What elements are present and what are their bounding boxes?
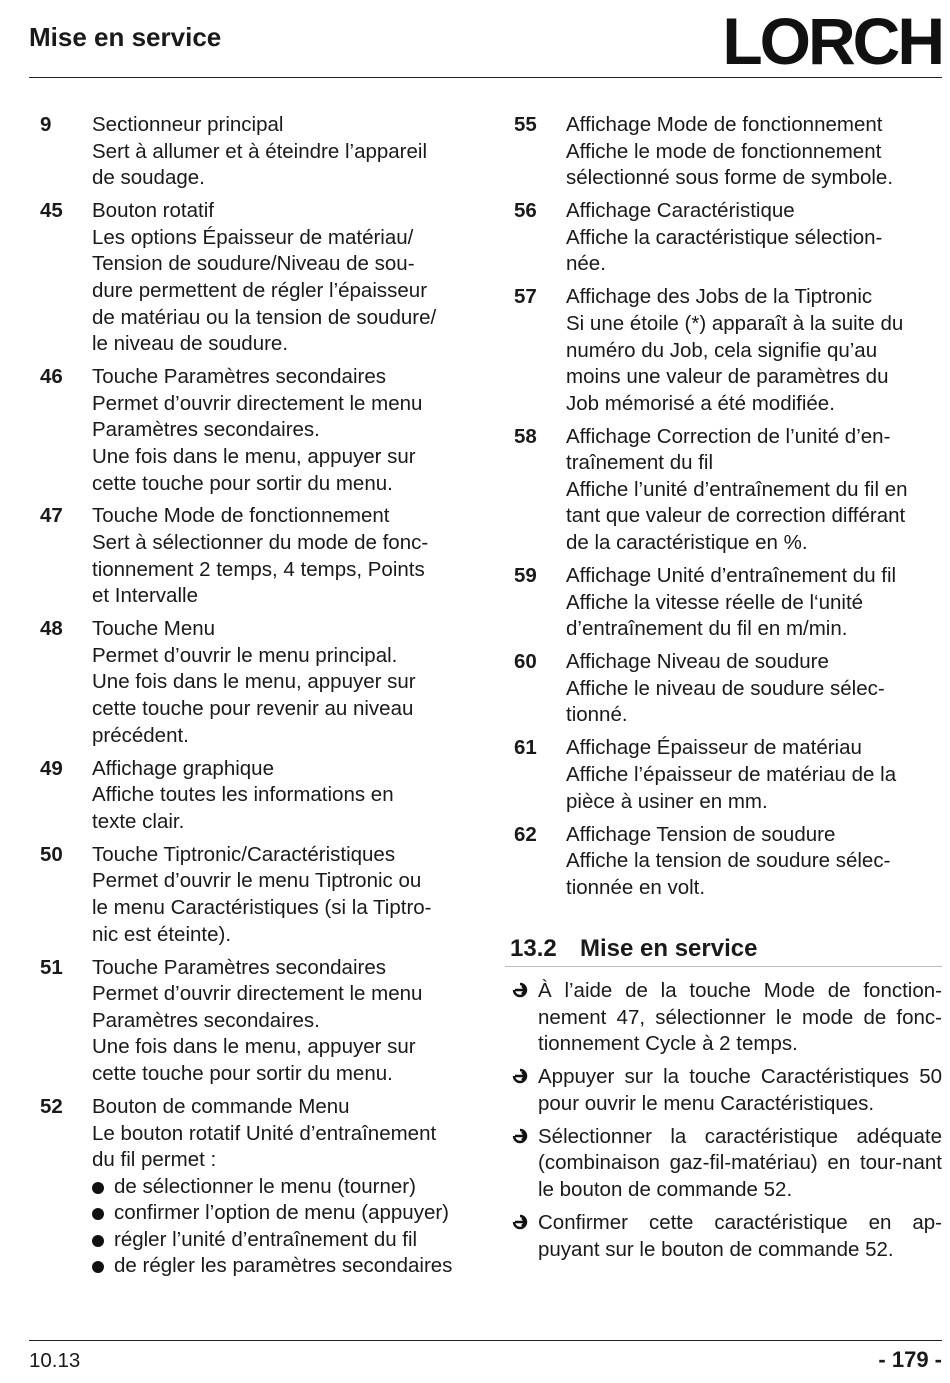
- legend-description: [566, 112, 944, 192]
- legend-entry: [40, 364, 480, 497]
- legend-title: Bouton de commande Menu: [92, 1094, 350, 1118]
- legend-text-line: Affiche le niveau de soudure sélec-: [566, 676, 885, 700]
- legend-text-line: Une fois dans le menu, appuyer sur: [92, 670, 416, 694]
- legend-text-line: Sert à sélectionner du mode de fonc-: [92, 531, 429, 555]
- legend-description: [566, 424, 944, 557]
- legend-text-line: Affiche l’épaisseur de matériau de la: [566, 763, 897, 786]
- legend-description: [92, 842, 480, 948]
- legend-title: Affichage Unité d’entraînement du fil: [566, 564, 897, 588]
- legend-text-line: Une fois dans le menu, appuyer sur: [92, 444, 416, 468]
- instruction-step: [510, 1210, 942, 1263]
- legend-text-line: née.: [566, 252, 606, 276]
- brand-logo: LORCH: [722, 4, 942, 78]
- legend-entry: [40, 842, 480, 948]
- legend-text-line: Une fois dans le menu, appuyer sur: [92, 1035, 416, 1059]
- legend-number: 46: [40, 365, 63, 389]
- legend-description: [92, 1094, 480, 1280]
- bullet-text: de sélectionner le menu (tourner): [114, 1174, 416, 1198]
- legend-text-line: Affiche la vitesse réelle de l‘unité: [566, 590, 864, 614]
- legend-entry: [514, 284, 944, 417]
- legend-text-line: texte clair.: [92, 809, 185, 833]
- legend-title: Affichage Caractéristique: [566, 199, 795, 223]
- legend-text-line: Affiche le mode de fonctionnement: [566, 139, 882, 163]
- legend-description: [566, 735, 944, 815]
- legend-text-line: tant que valeur de correction différant: [566, 504, 906, 528]
- legend-number: 47: [40, 504, 63, 528]
- legend-number: 49: [40, 756, 63, 780]
- legend-text-line: tionnée en volt.: [566, 875, 706, 899]
- legend-entry: [40, 1094, 480, 1280]
- legend-number: 55: [514, 113, 537, 136]
- legend-title: Touche Paramètres secondaires: [92, 955, 386, 979]
- legend-text-line: Le bouton rotatif Unité d’entraînement: [92, 1121, 437, 1145]
- legend-description: [92, 112, 480, 192]
- section-heading: [510, 932, 942, 966]
- legend-number: 50: [40, 842, 63, 866]
- legend-text-line: tionnement 2 temps, 4 temps, Points: [92, 557, 425, 581]
- legend-number: 56: [514, 199, 537, 223]
- legend-title: Affichage des Jobs de la Tiptronic: [566, 285, 873, 309]
- legend-number: 59: [514, 564, 537, 588]
- legend-text-line: de matériau ou la tension de soudure/: [92, 305, 437, 329]
- legend-text-line: Paramètres secondaires.: [92, 1008, 320, 1032]
- bullet-icon: [92, 1235, 104, 1247]
- section-number: 13.2: [510, 935, 557, 962]
- legend-entry: [40, 955, 480, 1088]
- legend-entry: [40, 756, 480, 836]
- legend-number: 58: [514, 424, 537, 448]
- legend-description: [92, 756, 480, 836]
- legend-text-line: le menu Caractéristiques (si la Tiptro-: [92, 895, 432, 919]
- step-text: Appuyer sur la touche Caractéristiques 50 pour ouvrir le menu Caractéristiques.: [538, 1065, 942, 1115]
- bullet-text: de régler les paramètres secondaires: [114, 1254, 453, 1278]
- legend-text-line: et Intervalle: [92, 584, 198, 608]
- legend-text-line: Affiche toutes les informations en: [92, 783, 394, 807]
- legend-text-line: sélectionné sous forme de symbole.: [566, 166, 894, 190]
- bullet-text: régler l’unité d’entraînement du fil: [114, 1227, 418, 1251]
- bullet-icon: [92, 1261, 104, 1273]
- legend-entry: [40, 503, 480, 609]
- footer-date: 10.13: [29, 1349, 81, 1372]
- legend-text-line: d’entraînement du fil en m/min.: [566, 617, 848, 641]
- legend-number: 60: [514, 650, 537, 674]
- right-column: [514, 112, 944, 908]
- legend-text-line: nic est éteinte).: [92, 922, 232, 946]
- legend-description: [566, 198, 944, 278]
- legend-title: Bouton rotatif: [92, 199, 214, 223]
- header-divider: [29, 77, 942, 78]
- legend-description: [92, 503, 480, 609]
- bullet-item: [92, 1253, 480, 1280]
- legend-entry: [514, 822, 944, 902]
- bullet-list: [92, 1174, 480, 1280]
- instruction-step: [510, 978, 942, 1058]
- legend-number: 57: [514, 285, 537, 309]
- legend-title: Touche Paramètres secondaires: [92, 365, 386, 389]
- legend-description: [92, 198, 480, 358]
- section-title: Mise en service: [580, 935, 758, 962]
- legend-number: 61: [514, 736, 537, 760]
- legend-text-line: pièce à usiner en mm.: [566, 789, 768, 813]
- legend-entry: [40, 112, 480, 192]
- legend-text-line: cette touche pour sortir du menu.: [92, 1061, 393, 1085]
- legend-description: [92, 955, 480, 1088]
- step-text: Confirmer cette caractéristique en ap-puyant sur le bouton de commande 52.: [538, 1210, 942, 1261]
- legend-description: [566, 649, 944, 729]
- legend-number: 9: [40, 113, 52, 136]
- legend-title: Touche Tiptronic/Caractéristiques: [92, 842, 396, 866]
- legend-text-line: tionné.: [566, 703, 628, 727]
- legend-text-line: Les options Épaisseur de matériau/: [92, 225, 414, 249]
- legend-title: Touche Mode de fonctionnement: [92, 504, 390, 528]
- legend-title: Affichage Correction de l’unité d’en-: [566, 424, 891, 448]
- legend-entry: [514, 424, 944, 557]
- legend-text-line: Affiche l’unité d’entraînement du fil en: [566, 477, 908, 501]
- section-divider: [505, 966, 942, 967]
- bullet-item: [92, 1174, 480, 1201]
- bullet-text: confirmer l’option de menu (appuyer): [114, 1201, 449, 1225]
- arrow-right-icon: [510, 1124, 538, 1204]
- legend-text-line: Tension de soudure/Niveau de sou-: [92, 252, 415, 276]
- instruction-steps: [510, 978, 942, 1270]
- legend-number: 52: [40, 1094, 63, 1118]
- legend-text-line: Permet d’ouvrir le menu principal.: [92, 643, 398, 667]
- arrow-right-icon: [510, 1210, 538, 1263]
- step-text: À l’aide de la touche Mode de fonction-nement 47, sélectionner le mode de fonc-tionnement Cycle à 2 temps.: [538, 979, 942, 1056]
- legend-text-line: Si une étoile (*) apparaît à la suite du: [566, 311, 904, 335]
- legend-entry: [514, 563, 944, 643]
- legend-text-line: Permet d’ouvrir directement le menu: [92, 982, 423, 1006]
- page-number: - 179 -: [878, 1347, 942, 1372]
- legend-text-line: précédent.: [92, 723, 189, 747]
- legend-text-line: traînement du fil: [566, 451, 713, 475]
- legend-title: Affichage Niveau de soudure: [566, 650, 829, 674]
- instruction-step: [510, 1064, 942, 1117]
- legend-text-line: du fil permet :: [92, 1148, 217, 1172]
- legend-entry: [514, 198, 944, 278]
- legend-entry: [514, 649, 944, 729]
- legend-entry: [40, 616, 480, 749]
- legend-text-line: Affiche la tension de soudure sélec-: [566, 849, 891, 873]
- legend-number: 62: [514, 822, 537, 846]
- legend-text-line: moins une valeur de paramètres du: [566, 365, 889, 389]
- legend-number: 45: [40, 199, 63, 223]
- left-column: [40, 112, 480, 1286]
- bullet-item: [92, 1227, 480, 1254]
- legend-description: [92, 616, 480, 749]
- legend-text-line: de soudage.: [92, 166, 205, 190]
- legend-number: 51: [40, 955, 63, 979]
- legend-number: 48: [40, 617, 63, 641]
- arrow-right-icon: [510, 978, 538, 1058]
- legend-text-line: cette touche pour revenir au niveau: [92, 697, 414, 721]
- instruction-step: [510, 1124, 942, 1204]
- legend-text-line: le niveau de soudure.: [92, 332, 289, 356]
- legend-description: [92, 364, 480, 497]
- legend-text-line: numéro du Job, cela signifie qu’au: [566, 338, 878, 362]
- legend-text-line: cette touche pour sortir du menu.: [92, 471, 393, 495]
- legend-text-line: Sert à allumer et à éteindre l’appareil: [92, 139, 428, 163]
- page-title: Mise en service: [29, 22, 222, 52]
- legend-entry: [514, 112, 944, 192]
- legend-text-line: dure permettent de régler l’épaisseur: [92, 278, 428, 302]
- legend-text-line: Affiche la caractéristique sélection-: [566, 225, 883, 249]
- legend-title: Touche Menu: [92, 617, 216, 641]
- legend-title: Affichage graphique: [92, 756, 274, 780]
- footer-divider: [29, 1340, 942, 1341]
- legend-title: Affichage Tension de soudure: [566, 822, 836, 846]
- bullet-icon: [92, 1182, 104, 1194]
- bullet-item: [92, 1200, 480, 1227]
- arrow-right-icon: [510, 1064, 538, 1117]
- legend-description: [566, 284, 944, 417]
- legend-title: Affichage Épaisseur de matériau: [566, 736, 862, 760]
- legend-title: Affichage Mode de fonctionnement: [566, 113, 883, 136]
- legend-text-line: Job mémorisé a été modifiée.: [566, 391, 835, 415]
- legend-description: [566, 563, 944, 643]
- legend-title: Sectionneur principal: [92, 113, 284, 136]
- bullet-icon: [92, 1208, 104, 1220]
- step-text: Sélectionner la caractéristique adéquate (combinaison gaz-fil-matériau) en tour-nant le bouton de commande 52.: [538, 1124, 942, 1201]
- legend-description: [566, 822, 944, 902]
- legend-text-line: de la caractéristique en %.: [566, 531, 808, 555]
- legend-entry: [40, 198, 480, 358]
- legend-text-line: Permet d’ouvrir directement le menu: [92, 391, 423, 415]
- legend-entry: [514, 735, 944, 815]
- legend-text-line: Paramètres secondaires.: [92, 418, 320, 442]
- legend-text-line: Permet d’ouvrir le menu Tiptronic ou: [92, 869, 422, 893]
